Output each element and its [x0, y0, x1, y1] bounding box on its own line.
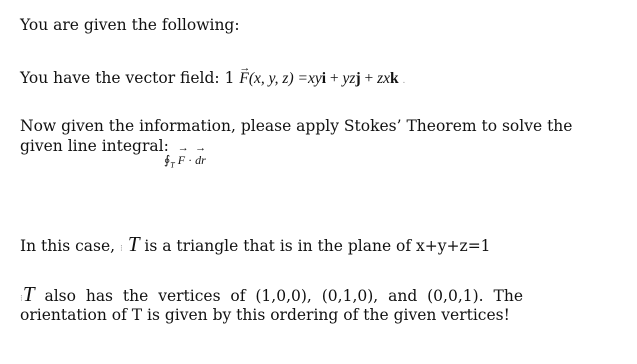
task-text-2: given line integral:	[20, 137, 169, 155]
term-zx: zx	[377, 70, 391, 87]
vector-field-line	[20, 68, 405, 91]
vertices-text-2: orientation of T is given by this ordering of the given vertices!	[20, 306, 510, 324]
integral-dot: ·	[185, 153, 196, 167]
unit-k: k	[390, 70, 399, 87]
vertices-line-2	[20, 305, 510, 325]
unit-i: i	[321, 70, 327, 87]
unit-j: j	[355, 70, 361, 87]
case-suffix: is a triangle that is in the plane of x+y+z=1	[139, 237, 491, 255]
vector-f-symbol: → F(x, y, z) =	[239, 69, 308, 89]
contour-integral-symbol: ∮	[164, 153, 171, 167]
trailing-dot: .	[402, 76, 406, 86]
case-t-symbol: T	[127, 232, 140, 256]
term-xy: xy	[307, 70, 322, 87]
vertices-t-symbol: T	[22, 282, 35, 306]
plus-2: +	[360, 70, 378, 87]
task-line-2	[20, 136, 169, 156]
plus-1: +	[326, 70, 343, 87]
integral-subscript: T	[170, 160, 175, 170]
term-yz: yz	[342, 70, 356, 87]
intro-text	[20, 15, 240, 35]
case-line	[20, 234, 491, 259]
line-integral-expression	[164, 153, 206, 169]
intro-label: You are given the following:	[20, 16, 240, 34]
integral-f-vector: → F	[178, 153, 185, 168]
vector-field-equation	[239, 70, 402, 87]
case-prefix: In this case,	[20, 237, 116, 255]
cursor-mark: ⁝	[120, 244, 123, 254]
vector-field-marker: 1	[224, 69, 235, 87]
task-text-1: Now given the information, please apply Stokes’ Theorem to solve the	[20, 117, 573, 135]
vector-field-prefix: You have the vector field:	[20, 69, 225, 87]
cursor-mark-2: ⁝	[20, 294, 23, 304]
integral-dr-vector: → dr	[195, 153, 206, 168]
vertices-text-1: also has the vertices of (1,0,0), (0,1,0), and (0,0,1). The	[34, 287, 523, 305]
task-line-1	[20, 116, 572, 136]
